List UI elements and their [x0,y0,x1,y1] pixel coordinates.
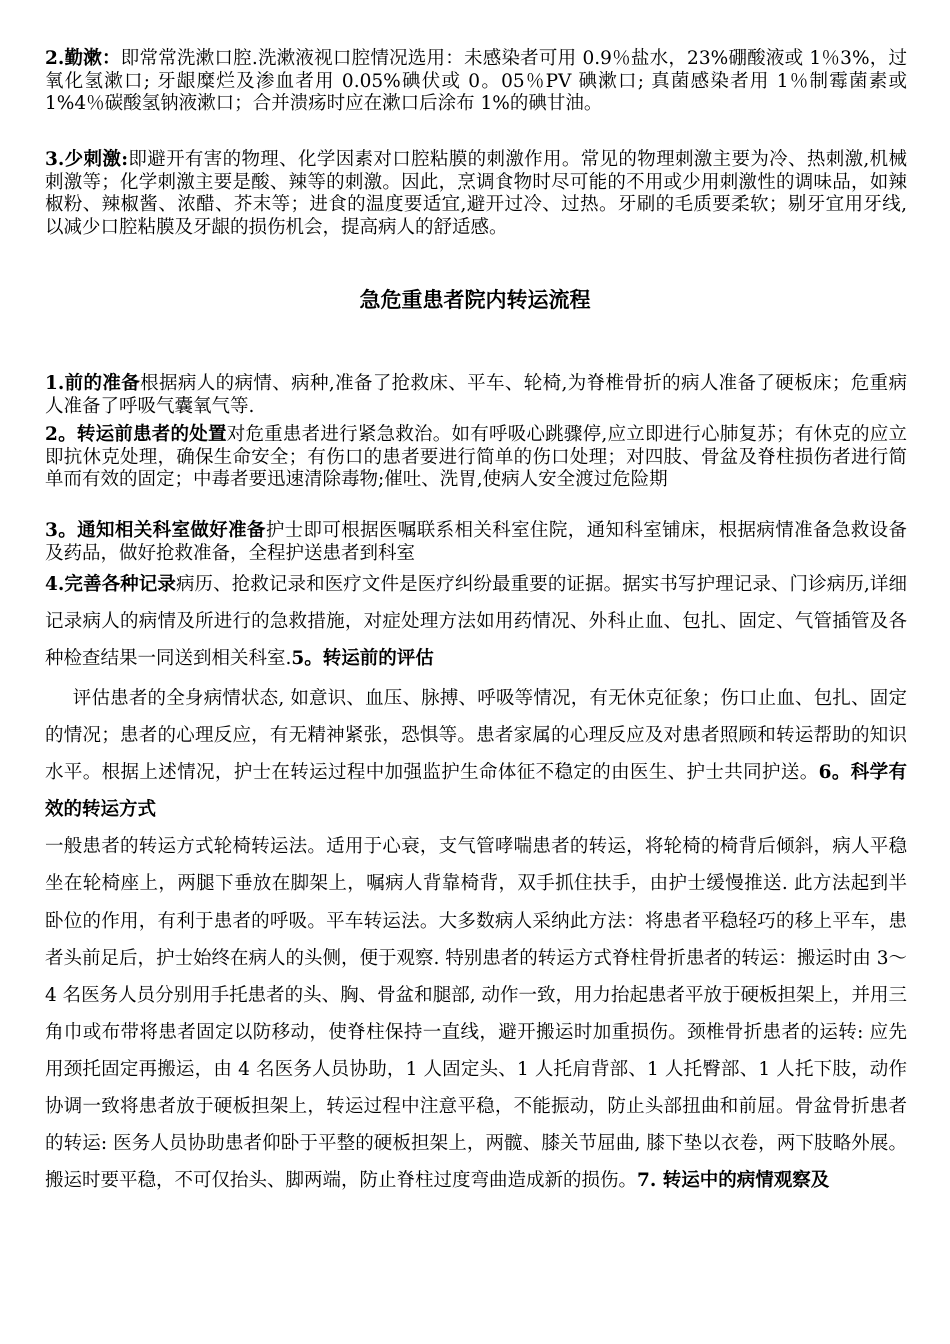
step-5-label: 5。转运前的评估 [291,648,434,670]
step-6-label: 6。科学有效的转运方式 [45,762,907,821]
step-5-paragraph [45,680,907,828]
step-text: 评估患者的全身病情状态, 如意识、血压、脉搏、呼吸等情况，有无休克征象；伤口止血、包扎、固定的情况；患者的心理反应，有无精神紧张，恐惧等。患者家属的心理反应及对患者照顾和转运帮助的知识水平。根据上述情况，护士在转运过程中加强监护生命体征不稳定的由医生、护士共同护送。 [45,688,907,784]
step-label: 4.完善各种记录 [45,574,176,595]
step-6-paragraph [45,828,907,1199]
step-text: 根据病人的病情、病种,准备了抢救床、平车、轮椅,为脊椎骨折的病人准备了硬板床；危重病人准备了呼吸气囊氧气等. [45,373,907,417]
section-title: 急危重患者院内转运流程 [359,287,591,312]
step-label: 2。转运前患者的处置 [45,424,227,445]
step-label: 3。通知相关科室做好准备 [45,520,266,541]
step-3-paragraph [45,520,907,565]
paragraph-text: 即常常洗漱口腔.洗漱液视口腔情况选用：未感染者可用 0.9％盐水，23%硼酸液或 1％3%，过氧化氢漱口; 牙龈糜烂及渗血者用 0.05%碘伏或 0。05％PV 碘漱口; 真菌感染者用 1％制霉菌素或 1%4％碳酸氢钠液漱口；合并溃疡时应在漱口后涂布 1%的碘甘油。 [45,48,907,115]
step-label: 1.前的准备 [45,373,141,394]
body-continued [45,680,907,1199]
step-1-paragraph [45,373,907,418]
step-2-paragraph [45,424,907,492]
step-text: 对危重患者进行紧急救治。如有呼吸心跳骤停,应立即进行心肺复苏；有休克的应立即抗休克处理，确保生命安全；有伤口的患者要进行简单的伤口处理；对四肢、骨盆及脊柱损伤者进行简单而有效的固定；中毒者要迅速清除毒物;催吐、洗胃,使病人安全渡过危险期 [45,424,908,491]
paragraph-label: 3.少刺激: [45,149,129,170]
step-text: 病历、抢救记录和医疗文件是医疗纠纷最重要的证据。据实书写护理记录、门诊病历,详细记录病人的病情及所进行的急救措施，对症处理方法如用药情况、外科止血、包扎、固定、气管插管及各种检查结果一同送到相关科室. [45,574,907,670]
paragraph-label: 2.勤漱： [45,48,121,69]
step-7-label: 7. 转运中的病情观察及 [637,1170,830,1192]
paragraph-less-irritation [45,149,907,240]
step-text: 护士即可根据医嘱联系相关科室住院，通知科室铺床，根据病情准备急救设备及药品，做好抢救准备，全程护送患者到科室 [45,520,907,564]
step-4-paragraph [45,566,907,677]
paragraph-gargle [45,48,907,116]
step-text: 一般患者的转运方式轮椅转运法。适用于心衰，支气管哮喘患者的转运，将轮椅的椅背后倾斜，病人平稳坐在轮椅座上，两腿下垂放在脚架上，嘱病人背靠椅背，双手抓住扶手，由护士缓慢推送. 此方法起到半卧位的作用，有利于患者的呼吸。平车转运法。大多数病人采纳此方法：将患者平稳轻巧的移上平车，患者头前足后，护士始终在病人的头侧，便于观察. 特别患者的转运方式脊柱骨折患者的转运：搬运时由 3～4 名医务人员分别用手托患者的头、胸、骨盆和腿部, 动作一致，用力抬起患者平放于硬板担架上，并用三角巾或布带将患者固定以防移动，使脊柱保持一直线，避开搬运时加重损伤。颈椎骨折患者的运转: 应先用颈托固定再搬运，由 4 名医务人员协助，1 人固定头、1 人托肩背部、1 人托臀部、1 人托下肢，动作协调一致将患者放于硬板担架上，转运过程中注意平稳，不能振动，防止头部扭曲和前屈。骨盆骨折患者的转运: 医务人员协助患者仰卧于平整的硬板担架上，两髋、膝关节屈曲, 膝下垫以衣卷，两下肢略外展。搬运时要平稳，不可仅抬头、脚两端，防止脊柱过度弯曲造成新的损伤。 [45,836,907,1192]
paragraph-text: 即避开有害的物理、化学因素对口腔粘膜的刺激作用。常见的物理刺激主要为冷、热刺激,机械刺激等；化学刺激主要是酸、辣等的刺激。因此，烹调食物时尽可能的不用或少用刺激性的调味品，如辣椒粉、辣椒酱、浓醋、芥末等；进食的温度要适宜,避开过冷、过热。牙刷的毛质要柔软；剔牙宜用牙线,以减少口腔粘膜及牙龈的损伤机会，提高病人的舒适感。 [45,149,907,239]
